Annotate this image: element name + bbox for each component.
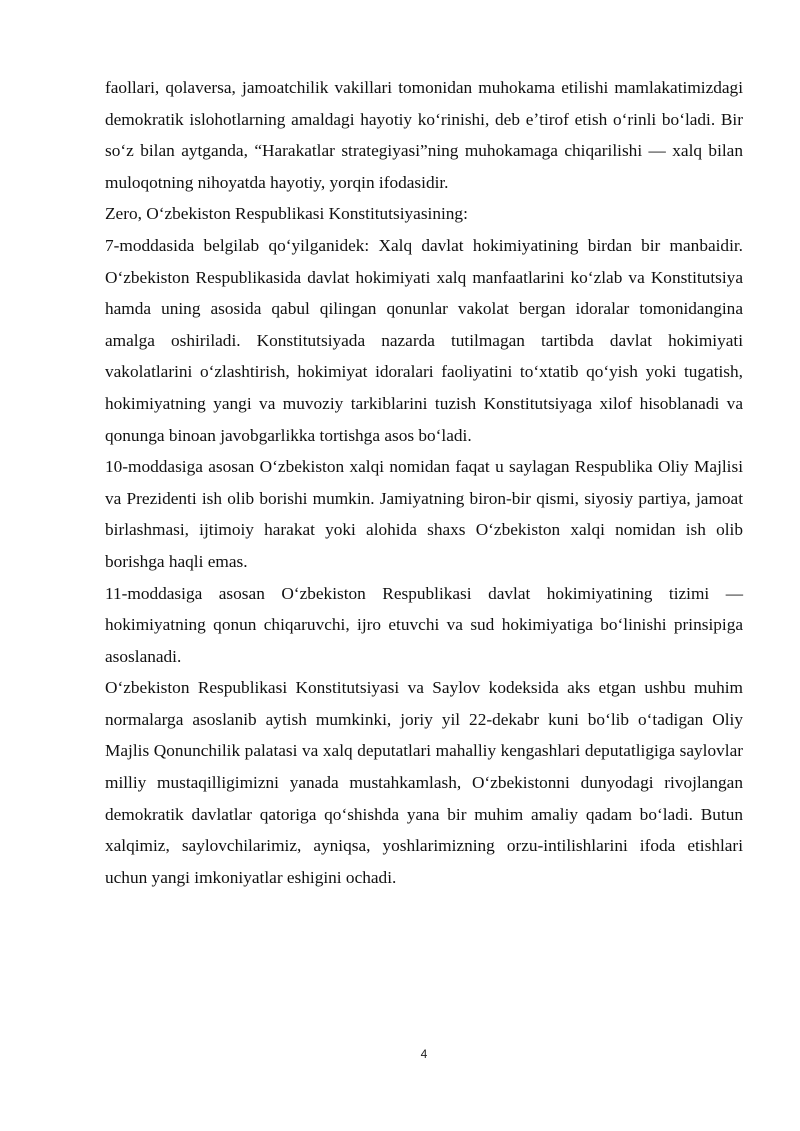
- paragraph-article-7: 7-moddasida belgilab qoʻyilganidek: Xalq davlat hokimiyatining birdan bir manbaidir. Oʻzbekiston Respublikasida davlat hokimiyati xalq manfaatlarini koʻzlab va Konstitutsiya hamda uning asosida qabul qilingan qonunlar vakolat bergan idoralar tomonidangina amalga oshiriladi. Konstitutsiyada nazarda tutilmagan tartibda davlat hokimiyati vakolatlarini oʻzlashtirish, hokimiyat idoralari faoliyatini toʻxtatib qoʻyish yoki tugatish, hokimiyatning yangi va muvoziy tarkiblarini tuzish Konstitutsiyaga xilof hisoblanadi va qonunga binoan javobgarlikka tortishga asos boʻladi.: [105, 235, 743, 445]
- paragraph-intro: faollari, qolaversa, jamoatchilik vakillari tomonidan muhokama etilishi mamlakatimizdagi demokratik islohotlarning amaldagi hayotiy koʻrinishi, deb eʼtirof etish oʻrinli boʻladi. Bir soʻz bilan aytganda, “Harakatlar strategiyasi”ning muhokamaga chiqarilishi — xalq bilan muloqotning nihoyatda hayotiy, yorqin ifodasidir.: [105, 78, 743, 192]
- paragraph-article-10: 10-moddasiga asosan Oʻzbekiston xalqi nomidan faqat u saylagan Respublika Oliy Majlisi va Prezidenti ish olib borishi mumkin. Jamiyatning biron-bir qismi, siyosiy partiya, jamoat birlashmasi, ijtimoiy harakat yoki alohida shaxs Oʻzbekiston xalqi nomidan ish olib borishga haqli emas.: [105, 457, 743, 571]
- paragraph-constitution-lead: Zero, Oʻzbekiston Respublikasi Konstitutsiyasining:: [105, 204, 468, 224]
- paragraph-conclusion: Oʻzbekiston Respublikasi Konstitutsiyasi va Saylov kodeksida aks etgan ushbu muhim normalarga asoslanib aytish mumkinki, joriy yil 22-dekabr kuni boʻlib oʻtadigan Oliy Majlis Qonunchilik palatasi va xalq deputatlari mahalliy kengashlari deputatligiga saylovlar milliy mustaqilligimizni yanada mustahkamlash, Oʻzbekistonni dunyodagi rivojlangan demokratik davlatlar qatoriga qoʻshishda yana bir muhim amaliy qadam boʻladi. Butun xalqimiz, saylovchilarimiz, ayniqsa, yoshlarimizning orzu-intilishlarini ifoda etishlari uchun yangi imkoniyatlar eshigini ochadi.: [105, 678, 743, 887]
- paragraph-article-11: 11-moddasiga asosan Oʻzbekiston Respublikasi davlat hokimiyatining tizimi — hokimiyatning qonun chiqaruvchi, ijro etuvchi va sud hokimiyatiga boʻlinishi prinsipiga asoslanadi.: [105, 583, 743, 666]
- page-number: 4: [420, 1047, 428, 1061]
- body-text: [105, 72, 743, 893]
